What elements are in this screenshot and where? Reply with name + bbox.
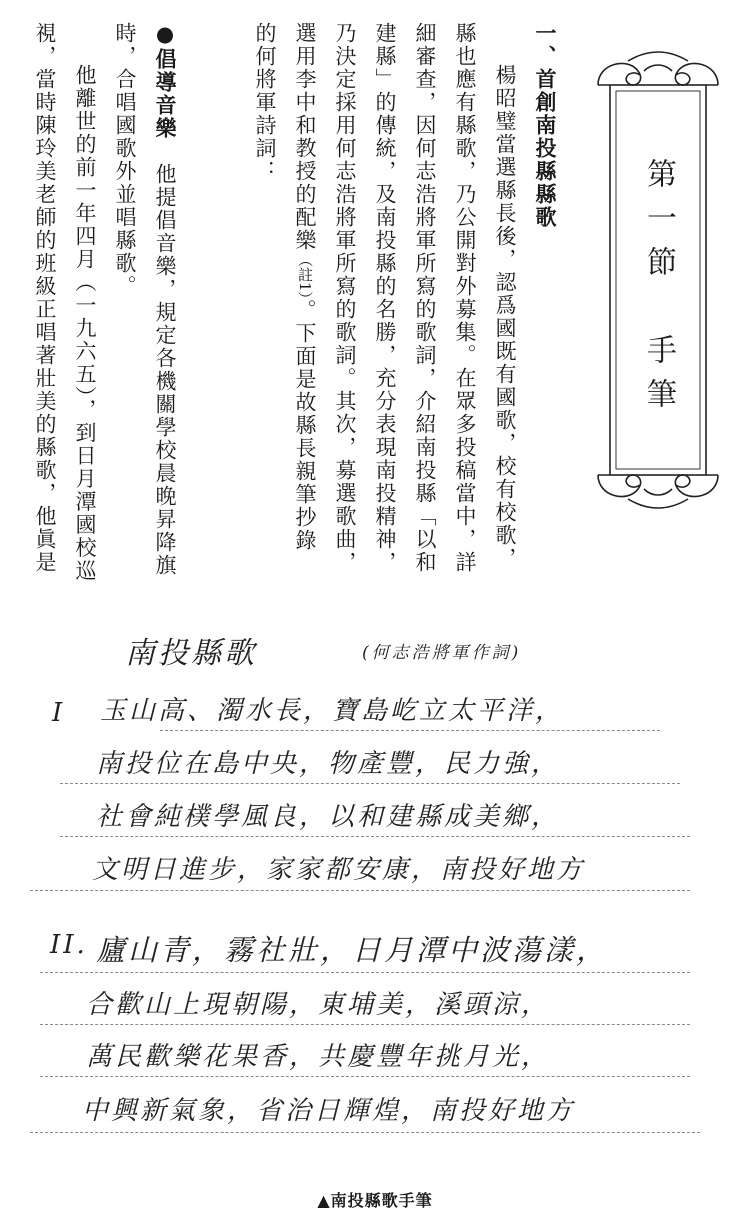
ruled-line [40, 1024, 690, 1025]
verse-1-line-2: 南投位在島中央，物產豐，民力強， [96, 749, 561, 779]
music-line-2: 時，合唱國歌外並唱縣歌。 [113, 22, 137, 298]
line-6-text-b: 。下面是故縣長親筆抄錄 [293, 299, 317, 553]
paragraph-line-4: 建縣」的傳統，及南投縣的名勝，充分表現南投精神， [373, 22, 397, 574]
ruled-line [40, 972, 690, 973]
ruled-line [40, 1076, 690, 1077]
manuscript-title: 南投縣歌 [125, 636, 257, 671]
paragraph-line-6 [285, 22, 325, 582]
section-heading: 一、首創南投縣縣歌 [533, 22, 557, 229]
ruled-line [60, 783, 680, 784]
verse-2-number: II. [50, 930, 88, 960]
paragraph-line-3: 細審查，因何志浩將軍所寫的歌詞，介紹南投縣「以和 [413, 22, 437, 574]
paragraph-line-7: 的何將軍詩詞： [253, 22, 277, 183]
handwritten-manuscript [0, 590, 750, 1170]
paragraph-line-1: 楊昭璧當選縣長後，認爲國既有國歌，校有校歌， [493, 64, 517, 570]
music-line-1 [145, 22, 185, 582]
ruled-line [30, 890, 690, 891]
chapter-title: 第一節 手筆 [641, 158, 676, 422]
bullet-heading: ●倡導音樂 [153, 22, 177, 140]
verse-2-line-1: 廬山青，霧社壯，日月潭中波蕩漾， [96, 933, 609, 967]
verse-2-line-3: 萬民歡樂花果香，共慶豐年挑月光， [86, 1042, 551, 1072]
chapter-title-frame [588, 45, 728, 515]
verse-1-line-4: 文明日進步，家家都安康，南投好地方 [92, 855, 586, 885]
figure-caption: ▲南投縣歌手筆 [317, 1191, 433, 1210]
paragraph-line-2: 縣也應有縣歌，乃公開對外募集。在眾多投稿當中，詳 [453, 22, 477, 574]
line-6-text-a: 選用李中和教授的配樂 [293, 22, 317, 252]
verse-1-line-1: 玉山高、濁水長，寶島屹立太平洋， [100, 696, 565, 726]
verse-1-line-3: 社會純樸學風良，以和建縣成美鄉， [96, 802, 561, 832]
verse-2-line-2: 合歡山上現朝陽，東埔美，溪頭涼， [86, 990, 551, 1020]
section-county-anthem [253, 22, 565, 582]
music-line-3: 他離世的前一年四月（一九六五），到日月潭國校巡 [73, 64, 97, 583]
footnote-reference: （註1） [296, 252, 314, 300]
verse-1-number: I [52, 698, 66, 728]
music-line-4: 視，當時陳玲美老師的班級正唱著壯美的縣歌，他眞是 [33, 22, 57, 574]
paragraph-line-5: 乃決定採用何志浩將軍所寫的歌詞。其次，募選歌曲， [333, 22, 357, 574]
ruled-line [30, 1132, 700, 1133]
ruled-line [60, 836, 690, 837]
manuscript-byline: (何志浩將軍作詞) [362, 643, 522, 663]
section-promote-music [20, 22, 185, 582]
ruled-line [160, 730, 660, 731]
verse-2-line-4: 中興新氣象，省治日輝煌，南投好地方 [82, 1096, 576, 1126]
music-line-1-text: 他提倡音樂，規定各機關學校晨晚昇降旗 [153, 140, 177, 577]
